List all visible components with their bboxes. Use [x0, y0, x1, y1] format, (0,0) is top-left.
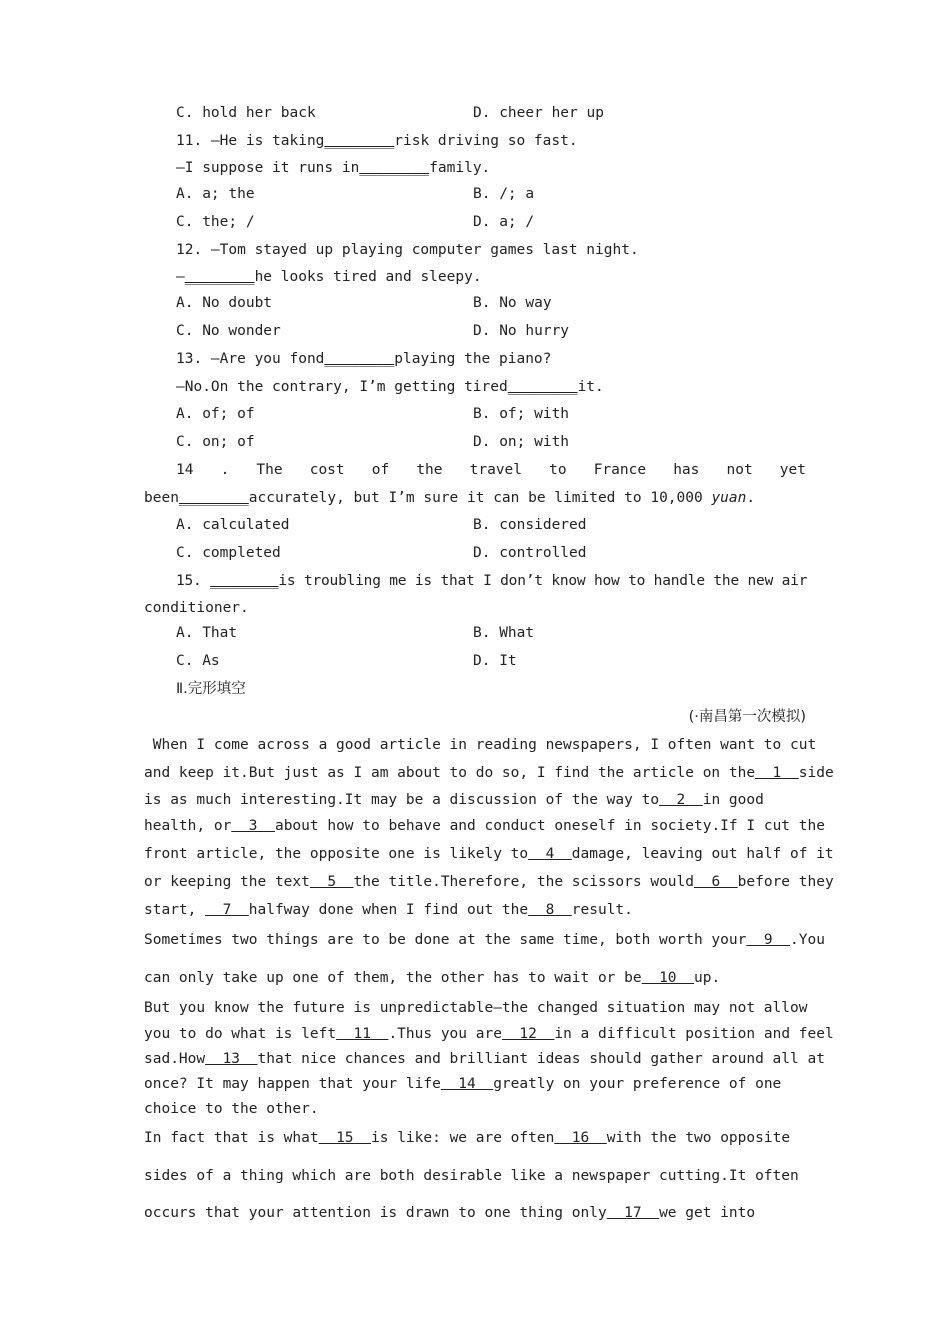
- q10-option-c: C. hold her back: [176, 105, 316, 121]
- cloze-blank: 16: [554, 1130, 607, 1146]
- q11-option-d: D. a; /: [473, 214, 535, 230]
- q15-stem-cont: conditioner.: [144, 600, 249, 616]
- q12-option-b: B. No way: [473, 295, 552, 311]
- q13-option-b: B. of; with: [473, 406, 570, 422]
- passage-line: choice to the other.: [144, 1101, 319, 1117]
- q13-stem: 13. —Are you fond________playing the piano?: [176, 351, 552, 367]
- cloze-blank: 7: [205, 902, 249, 918]
- q12-stem: 12. —Tom stayed up playing computer games last night.: [176, 242, 639, 258]
- q14-option-b: B. considered: [473, 517, 587, 533]
- cloze-blank: 4: [528, 846, 572, 862]
- q14-stem: 14 . The cost of the travel to France has not yet: [176, 462, 806, 478]
- passage-line: front article, the opposite one is likely to 4 damage, leaving out half of it: [144, 846, 834, 862]
- q13-option-d: D. on; with: [473, 434, 570, 450]
- passage-line: once? It may happen that your life 14 greatly on your preference of one: [144, 1076, 782, 1092]
- q15-option-d: D. It: [473, 653, 517, 669]
- cloze-blank: 17: [606, 1205, 660, 1221]
- q15-stem: 15. ________is troubling me is that I don’t know how to handle the new air: [176, 573, 808, 589]
- cloze-blank: 14: [440, 1076, 494, 1092]
- passage-line: can only take up one of them, the other has to wait or be 10 up.: [144, 970, 721, 986]
- q10-option-d: D. cheer her up: [473, 105, 604, 121]
- section-title: Ⅱ.完形填空: [176, 681, 246, 697]
- passage-line: start, 7 halfway done when I find out the 8 result.: [144, 902, 633, 918]
- q11-option-a: A. a; the: [176, 186, 255, 202]
- q13-reply: —No.On the contrary, I’m getting tired________it.: [176, 379, 604, 395]
- answer-blank: ________: [324, 351, 395, 367]
- passage-line: and keep it.But just as I am about to do so, I find the article on the 1 side: [144, 765, 834, 781]
- q11-stem: 11. —He is taking________risk driving so fast.: [176, 133, 578, 149]
- q15-option-c: C. As: [176, 653, 220, 669]
- passage-line: you to do what is left 11 .Thus you are 12 in a difficult position and feel: [144, 1026, 834, 1042]
- q12-option-a: A. No doubt: [176, 295, 273, 311]
- passage-line: In fact that is what 15 is like: we are often 16 with the two opposite: [144, 1130, 791, 1146]
- passage-line: sad.How 13 that nice chances and brilliant ideas should gather around all at: [144, 1051, 825, 1067]
- q14-option-a: A. calculated: [176, 517, 290, 533]
- q15-option-b: B. What: [473, 625, 535, 641]
- cloze-blank: 6: [694, 874, 738, 890]
- passage-line: Sometimes two things are to be done at the same time, both worth your 9 .You: [144, 932, 825, 948]
- section-source: (·南昌第一次模拟): [688, 709, 806, 725]
- q15-option-a: A. That: [176, 625, 238, 641]
- cloze-blank: 5: [309, 874, 354, 890]
- passage-line: is as much interesting.It may be a discussion of the way to 2 in good: [144, 792, 764, 808]
- cloze-blank: 1: [755, 765, 799, 781]
- passage-line: When I come across a good article in reading newspapers, I often want to cut: [144, 737, 817, 753]
- passage-line: But you know the future is unpredictable—the changed situation may not allow: [144, 1000, 808, 1016]
- passage-line: sides of a thing which are both desirable like a newspaper cutting.It often: [144, 1168, 799, 1184]
- cloze-blank: 13: [205, 1051, 258, 1067]
- passage-line: health, or 3 about how to behave and conduct oneself in society.If I cut the: [144, 818, 825, 834]
- cloze-blank: 12: [501, 1026, 555, 1042]
- cloze-blank: 15: [318, 1130, 371, 1146]
- answer-blank: ________: [210, 573, 279, 589]
- answer-blank: ________: [507, 379, 578, 395]
- q14-option-d: D. controlled: [473, 545, 587, 561]
- q13-option-c: C. on; of: [176, 434, 255, 450]
- q11-reply: —I suppose it runs in________family.: [176, 160, 491, 176]
- passage-line: or keeping the text 5 the title.Therefore, the scissors would 6 before they: [144, 874, 834, 890]
- cloze-blank: 11: [336, 1026, 389, 1042]
- answer-blank: ________: [359, 160, 430, 176]
- cloze-blank: 9: [746, 932, 791, 948]
- cloze-blank: 3: [231, 818, 275, 834]
- cloze-blank: 10: [641, 970, 694, 986]
- q11-option-c: C. the; /: [176, 214, 255, 230]
- q12-option-c: C. No wonder: [176, 323, 281, 339]
- q12-reply: —________he looks tired and sleepy.: [176, 269, 482, 285]
- q14-stem-cont: been________accurately, but I’m sure it can be limited to 10,000 yuan.: [144, 490, 756, 506]
- q12-option-d: D. No hurry: [473, 323, 570, 339]
- cloze-blank: 8: [528, 902, 572, 918]
- answer-blank: ________: [178, 490, 249, 506]
- q14-option-c: C. completed: [176, 545, 281, 561]
- q13-option-a: A. of; of: [176, 406, 255, 422]
- cloze-blank: 2: [659, 792, 703, 808]
- passage-line: occurs that your attention is drawn to one thing only 17 we get into: [144, 1205, 756, 1221]
- answer-blank: ________: [324, 133, 395, 149]
- answer-blank: ________: [184, 269, 255, 285]
- q11-option-b: B. /; a: [473, 186, 535, 202]
